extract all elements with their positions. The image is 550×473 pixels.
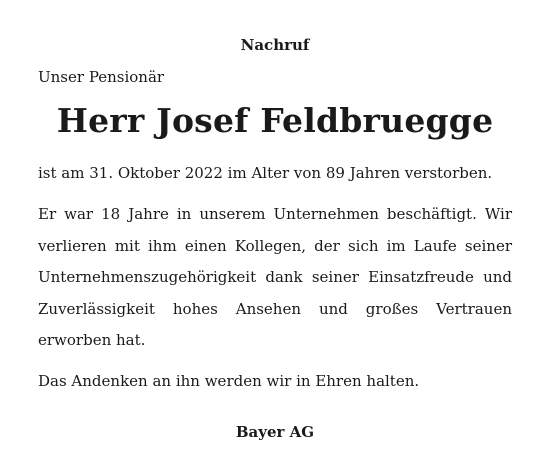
body-paragraph: Er war 18 Jahre in unserem Unternehmen beschäftigt. Wir verlieren mit ihm einen Kollegen, der sich im Laufe seiner Unternehmenszugehörigkeit dank seiner Einsatzfreude und Zuverlässigkeit hohes Ansehen und großes Vertrauen erworben hat. bbox=[38, 205, 512, 349]
company-signature: Bayer AG bbox=[235, 423, 315, 441]
deceased-name: Herr Josef Feldbruegge bbox=[56, 101, 494, 140]
remembrance-line: Das Andenken an ihn werden wir in Ehren halten. bbox=[38, 372, 420, 390]
notice-heading: Nachruf bbox=[240, 36, 310, 54]
death-statement: ist am 31. Oktober 2022 im Alter von 89 Jahren verstorben. bbox=[38, 164, 493, 182]
intro-line: Unser Pensionär bbox=[38, 68, 165, 86]
